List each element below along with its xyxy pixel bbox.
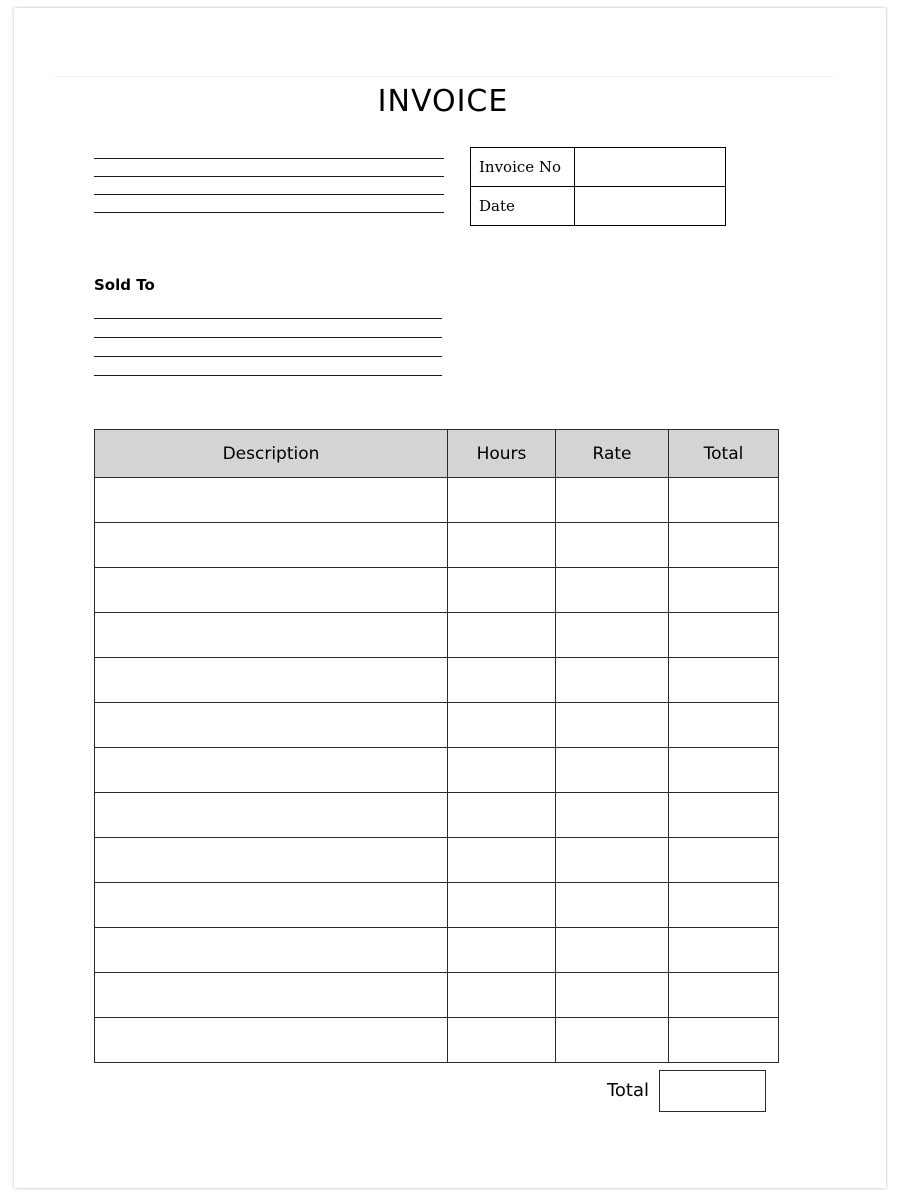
- column-header-total: Total: [669, 430, 779, 478]
- cell-description[interactable]: [95, 613, 448, 658]
- cell-hours[interactable]: [448, 523, 556, 568]
- table-row: [95, 748, 779, 793]
- cell-hours[interactable]: [448, 883, 556, 928]
- seller-address-lines[interactable]: [94, 158, 444, 213]
- cell-rate[interactable]: [556, 793, 669, 838]
- cell-rate[interactable]: [556, 838, 669, 883]
- cell-description[interactable]: [95, 838, 448, 883]
- date-value[interactable]: [575, 187, 726, 226]
- table-row: [95, 973, 779, 1018]
- table-row: [95, 1018, 779, 1063]
- table-row: [95, 523, 779, 568]
- cell-rate[interactable]: [556, 883, 669, 928]
- cell-rate[interactable]: [556, 703, 669, 748]
- buyer-address-lines[interactable]: [94, 318, 442, 376]
- seller-address-line[interactable]: [94, 176, 444, 177]
- grand-total-label: Total: [606, 1080, 649, 1101]
- cell-total[interactable]: [669, 523, 779, 568]
- cell-hours[interactable]: [448, 838, 556, 883]
- cell-hours[interactable]: [448, 1018, 556, 1063]
- table-row: [95, 703, 779, 748]
- cell-total[interactable]: [669, 973, 779, 1018]
- cell-total[interactable]: [669, 568, 779, 613]
- page-title: [14, 84, 886, 119]
- table-row: [95, 928, 779, 973]
- column-header-hours: Hours: [448, 430, 556, 478]
- buyer-address-line[interactable]: [94, 375, 442, 376]
- table-row: [95, 793, 779, 838]
- invoice-no-value[interactable]: [575, 148, 726, 187]
- cell-hours[interactable]: [448, 478, 556, 523]
- table-row: [95, 568, 779, 613]
- seller-address-line[interactable]: [94, 194, 444, 195]
- cell-description[interactable]: [95, 658, 448, 703]
- cell-hours[interactable]: [448, 658, 556, 703]
- cell-rate[interactable]: [556, 658, 669, 703]
- grand-total-row: [94, 1070, 766, 1112]
- cell-total[interactable]: [669, 1018, 779, 1063]
- cell-description[interactable]: [95, 928, 448, 973]
- cell-description[interactable]: [95, 523, 448, 568]
- table-row: [471, 187, 726, 226]
- table-row: [471, 148, 726, 187]
- page-title-text: INVOICE: [377, 84, 509, 119]
- seller-address-line[interactable]: [94, 158, 444, 159]
- cell-total[interactable]: [669, 883, 779, 928]
- cell-rate[interactable]: [556, 613, 669, 658]
- invoice-meta-table: [470, 147, 726, 226]
- sold-to-label: Sold To: [94, 276, 155, 294]
- cell-description[interactable]: [95, 883, 448, 928]
- cell-description[interactable]: [95, 568, 448, 613]
- header-divider: [54, 76, 834, 77]
- cell-total[interactable]: [669, 838, 779, 883]
- table-row: [95, 613, 779, 658]
- cell-rate[interactable]: [556, 568, 669, 613]
- table-row: [95, 478, 779, 523]
- line-items-body: [95, 478, 779, 1063]
- table-header-row: [95, 430, 779, 478]
- cell-total[interactable]: [669, 613, 779, 658]
- cell-rate[interactable]: [556, 973, 669, 1018]
- cell-rate[interactable]: [556, 523, 669, 568]
- table-row: [95, 883, 779, 928]
- cell-total[interactable]: [669, 478, 779, 523]
- line-items-table: [94, 429, 779, 1063]
- cell-description[interactable]: [95, 478, 448, 523]
- cell-description[interactable]: [95, 793, 448, 838]
- cell-hours[interactable]: [448, 568, 556, 613]
- table-row: [95, 838, 779, 883]
- table-row: [95, 658, 779, 703]
- cell-rate[interactable]: [556, 928, 669, 973]
- cell-hours[interactable]: [448, 973, 556, 1018]
- cell-description[interactable]: [95, 1018, 448, 1063]
- cell-description[interactable]: [95, 973, 448, 1018]
- cell-hours[interactable]: [448, 793, 556, 838]
- cell-hours[interactable]: [448, 928, 556, 973]
- buyer-address-line[interactable]: [94, 356, 442, 357]
- cell-total[interactable]: [669, 928, 779, 973]
- cell-total[interactable]: [669, 793, 779, 838]
- cell-total[interactable]: [669, 703, 779, 748]
- cell-description[interactable]: [95, 703, 448, 748]
- cell-rate[interactable]: [556, 478, 669, 523]
- invoice-no-label: Invoice No: [471, 148, 575, 187]
- cell-total[interactable]: [669, 658, 779, 703]
- seller-address-line[interactable]: [94, 212, 444, 213]
- column-header-description: Description: [95, 430, 448, 478]
- invoice-page: [14, 8, 886, 1188]
- column-header-rate: Rate: [556, 430, 669, 478]
- date-label: Date: [471, 187, 575, 226]
- cell-description[interactable]: [95, 748, 448, 793]
- cell-hours[interactable]: [448, 703, 556, 748]
- buyer-address-line[interactable]: [94, 337, 442, 338]
- cell-hours[interactable]: [448, 748, 556, 793]
- cell-total[interactable]: [669, 748, 779, 793]
- cell-hours[interactable]: [448, 613, 556, 658]
- grand-total-value[interactable]: [659, 1070, 766, 1112]
- buyer-address-line[interactable]: [94, 318, 442, 319]
- cell-rate[interactable]: [556, 1018, 669, 1063]
- cell-rate[interactable]: [556, 748, 669, 793]
